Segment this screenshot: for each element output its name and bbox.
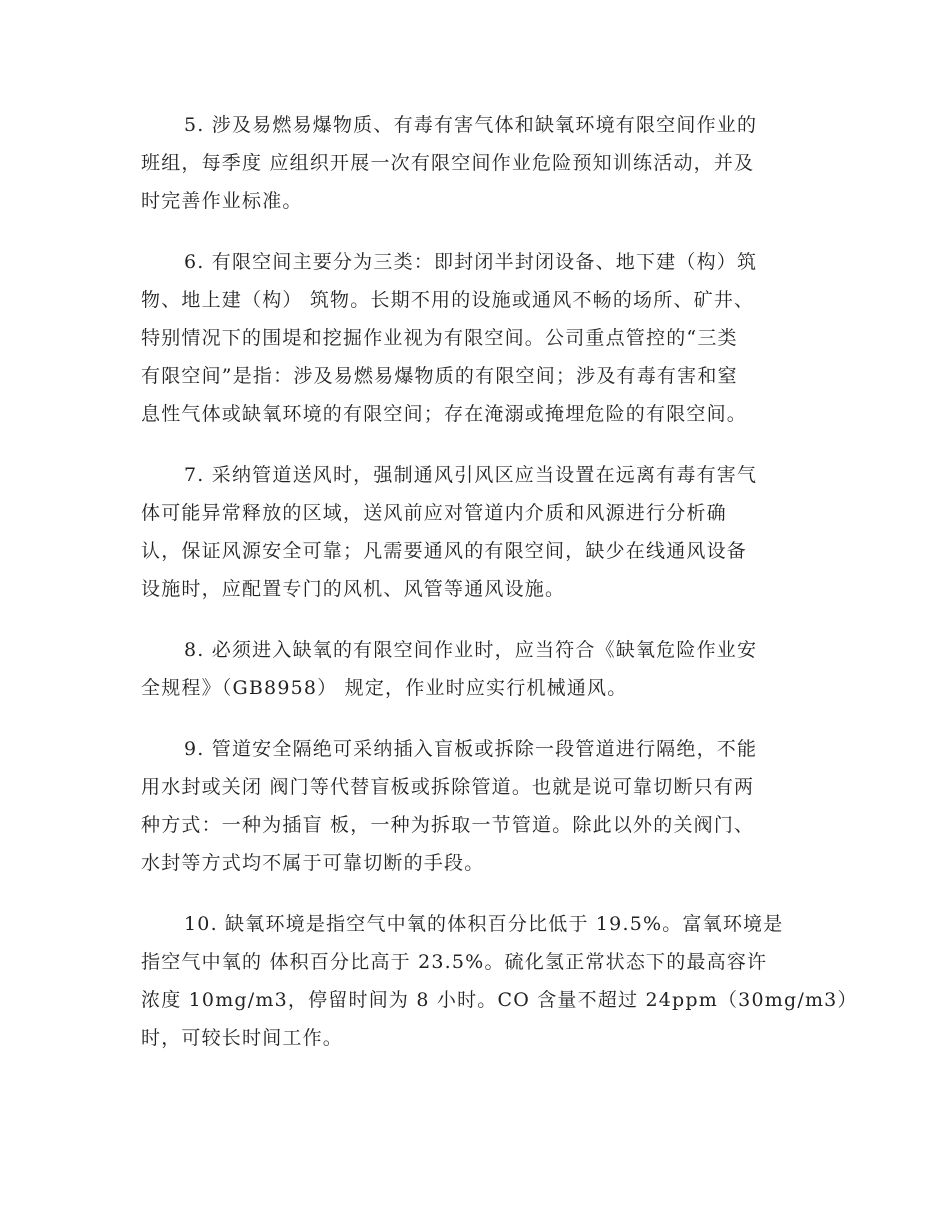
paragraph-9 xyxy=(141,730,811,882)
paragraph-7 xyxy=(141,456,811,608)
paragraph-line: 特别情况下的围堤和挖掘作业视为有限空间。公司重点管控的“三类 xyxy=(141,327,738,349)
paragraph-5 xyxy=(141,106,811,220)
paragraph-line: 种方式：一种为插盲 板，一种为拆取一节管道。除此以外的关阀门、 xyxy=(141,814,755,836)
paragraph-line: 息性气体或缺氧环境的有限空间；存在淹溺或掩埋危险的有限空间。 xyxy=(141,403,748,425)
paragraph-line: 物、地上建（构） 筑物。长期不用的设施或通风不畅的场所、矿井、 xyxy=(141,289,755,311)
paragraph-10 xyxy=(141,905,858,1057)
paragraph-line: 设施时，应配置专门的风机、风管等通风设施。 xyxy=(141,578,566,600)
paragraph-line: 全规程》（GB8958） 规定，作业时应实行机械通风。 xyxy=(141,677,628,699)
paragraph-line: 水封等方式均不属于可靠切断的手段。 xyxy=(141,852,485,874)
paragraph-line: 5. 涉及易燃易爆物质、有毒有害气体和缺氧环境有限空间作业的 xyxy=(184,114,758,136)
paragraph-line: 指空气中氧的 体积百分比高于 23.5%。硫化氢正常状态下的最高容许 xyxy=(141,951,768,973)
paragraph-line: 用水封或关闭 阀门等代替盲板或拆除管道。也就是说可靠切断只有两 xyxy=(141,776,755,798)
paragraph-line: 8. 必须进入缺氧的有限空间作业时，应当符合《缺氧危险作业安 xyxy=(184,639,758,661)
paragraph-line: 体可能异常释放的区域，送风前应对管道内介质和风源进行分析确 xyxy=(141,502,727,524)
paragraph-line: 浓度 10mg/m3，停留时间为 8 小时。CO 含量不超过 24ppm（30mg/m3） xyxy=(141,989,858,1011)
paragraph-line: 6. 有限空间主要分为三类：即封闭半封闭设备、地下建（构）筑 xyxy=(184,251,758,273)
paragraph-line: 班组，每季度 应组织开展一次有限空间作业危险预知训练活动，并及 xyxy=(141,152,755,174)
paragraph-6 xyxy=(141,243,811,433)
paragraph-line: 有限空间”是指：涉及易燃易爆物质的有限空间；涉及有毒有害和窒 xyxy=(141,365,738,387)
paragraph-line: 9. 管道安全隔绝可采纳插入盲板或拆除一段管道进行隔绝，不能 xyxy=(184,738,758,760)
paragraph-line: 时，可较长时间工作。 xyxy=(141,1027,344,1049)
paragraph-line: 7. 采纳管道送风时，强制通风引风区应当设置在远离有毒有害气 xyxy=(184,464,758,486)
paragraph-line: 10. 缺氧环境是指空气中氧的体积百分比低于 19.5%。富氧环境是 xyxy=(184,913,784,935)
document-body xyxy=(141,106,858,1080)
paragraph-line: 时完善作业标准。 xyxy=(141,190,303,212)
paragraph-8 xyxy=(141,631,811,707)
paragraph-line: 认，保证风源安全可靠；凡需要通风的有限空间，缺少在线通风设备 xyxy=(141,540,748,562)
